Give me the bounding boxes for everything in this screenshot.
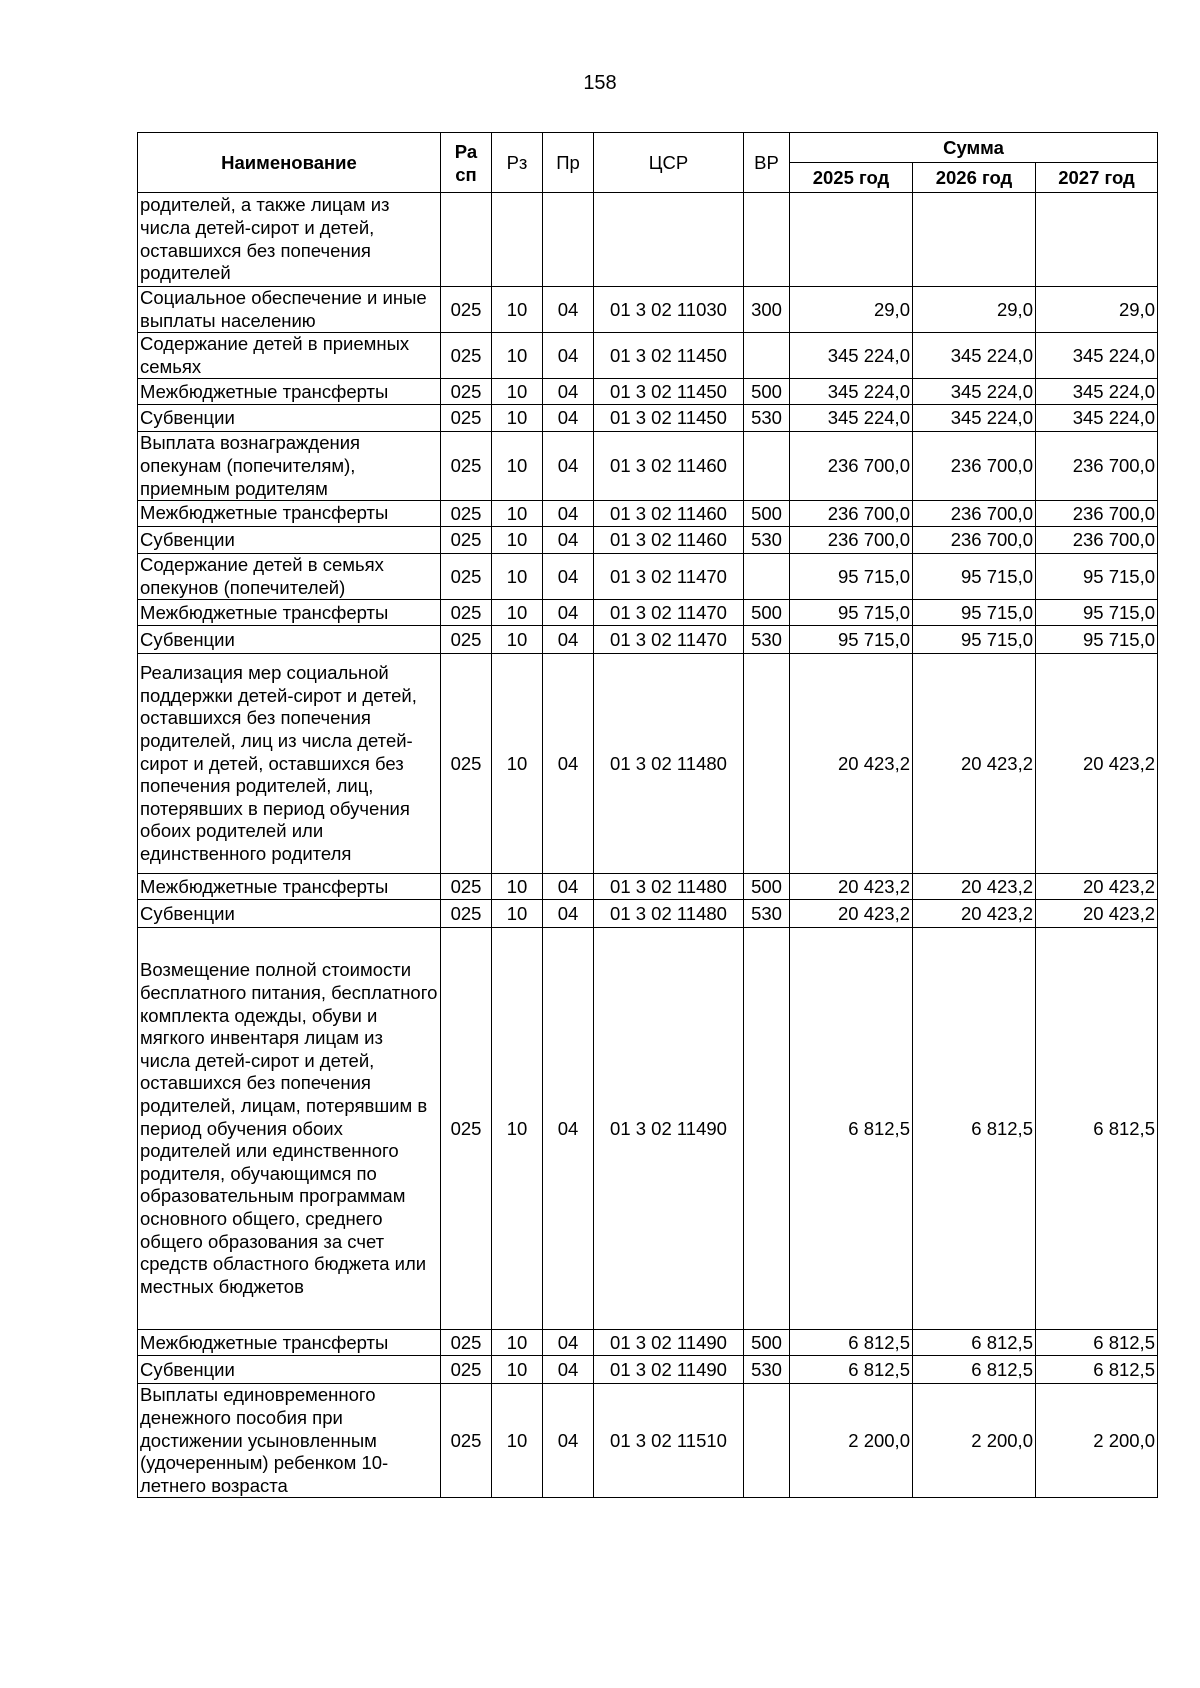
cell-rz: 10	[492, 287, 543, 333]
cell-vr	[744, 654, 790, 874]
cell-sum-2025: 345 224,0	[790, 333, 913, 379]
header-rasp: Ра сп	[441, 133, 492, 193]
cell-rz	[492, 193, 543, 287]
cell-rasp	[441, 193, 492, 287]
table-row	[138, 432, 1158, 501]
cell-csr: 01 3 02 11450	[594, 405, 744, 432]
cell-rasp: 025	[441, 527, 492, 554]
cell-vr: 530	[744, 405, 790, 432]
cell-vr: 500	[744, 379, 790, 405]
cell-pr: 04	[543, 501, 594, 527]
cell-sum-2027: 2 200,0	[1036, 1384, 1158, 1498]
cell-sum-2027: 20 423,2	[1036, 874, 1158, 900]
table-row	[138, 527, 1158, 554]
cell-sum-2027: 345 224,0	[1036, 333, 1158, 379]
cell-rasp: 025	[441, 333, 492, 379]
cell-sum-2026: 6 812,5	[913, 928, 1036, 1330]
cell-vr	[744, 193, 790, 287]
cell-sum-2025: 95 715,0	[790, 626, 913, 654]
cell-pr: 04	[543, 1356, 594, 1384]
cell-vr: 530	[744, 527, 790, 554]
cell-sum-2026: 20 423,2	[913, 900, 1036, 928]
cell-pr: 04	[543, 1384, 594, 1498]
cell-sum-2025: 236 700,0	[790, 527, 913, 554]
cell-name: Содержание детей в приемных семьях	[138, 333, 441, 379]
cell-vr: 500	[744, 1330, 790, 1356]
cell-name: Межбюджетные трансферты	[138, 874, 441, 900]
cell-rasp: 025	[441, 1330, 492, 1356]
cell-csr: 01 3 02 11450	[594, 333, 744, 379]
page-number: 158	[583, 72, 617, 94]
cell-rasp: 025	[441, 654, 492, 874]
cell-vr: 500	[744, 874, 790, 900]
header-sum: Сумма	[790, 133, 1158, 163]
cell-sum-2025: 95 715,0	[790, 554, 913, 600]
cell-pr: 04	[543, 405, 594, 432]
cell-sum-2025: 20 423,2	[790, 654, 913, 874]
cell-sum-2027: 95 715,0	[1036, 600, 1158, 626]
cell-csr: 01 3 02 11480	[594, 654, 744, 874]
cell-rasp: 025	[441, 900, 492, 928]
cell-pr: 04	[543, 654, 594, 874]
cell-pr: 04	[543, 432, 594, 501]
cell-name: Содержание детей в семьях опекунов (попечителей)	[138, 554, 441, 600]
cell-pr: 04	[543, 874, 594, 900]
cell-csr: 01 3 02 11480	[594, 874, 744, 900]
cell-csr: 01 3 02 11030	[594, 287, 744, 333]
cell-pr: 04	[543, 379, 594, 405]
cell-csr: 01 3 02 11460	[594, 501, 744, 527]
table-row	[138, 654, 1158, 874]
cell-sum-2025: 345 224,0	[790, 379, 913, 405]
cell-sum-2027: 20 423,2	[1036, 654, 1158, 874]
cell-vr	[744, 432, 790, 501]
cell-rasp: 025	[441, 554, 492, 600]
cell-rz: 10	[492, 501, 543, 527]
cell-sum-2027: 29,0	[1036, 287, 1158, 333]
cell-vr: 500	[744, 501, 790, 527]
cell-sum-2025: 6 812,5	[790, 1356, 913, 1384]
cell-name: Субвенции	[138, 900, 441, 928]
cell-rasp: 025	[441, 432, 492, 501]
cell-sum-2026: 236 700,0	[913, 432, 1036, 501]
cell-csr: 01 3 02 11470	[594, 626, 744, 654]
cell-pr	[543, 193, 594, 287]
cell-sum-2025: 29,0	[790, 287, 913, 333]
cell-vr	[744, 1384, 790, 1498]
header-row-top	[138, 133, 1158, 163]
cell-pr: 04	[543, 928, 594, 1330]
budget-table	[137, 132, 1158, 1498]
cell-sum-2025: 6 812,5	[790, 928, 913, 1330]
table-row	[138, 405, 1158, 432]
table-body	[138, 193, 1158, 1498]
cell-sum-2027: 236 700,0	[1036, 501, 1158, 527]
table-row	[138, 554, 1158, 600]
cell-csr: 01 3 02 11510	[594, 1384, 744, 1498]
cell-sum-2026: 6 812,5	[913, 1330, 1036, 1356]
cell-rz: 10	[492, 1330, 543, 1356]
cell-csr: 01 3 02 11480	[594, 900, 744, 928]
cell-rz: 10	[492, 527, 543, 554]
cell-pr: 04	[543, 600, 594, 626]
cell-rasp: 025	[441, 1356, 492, 1384]
cell-vr	[744, 928, 790, 1330]
cell-sum-2026: 236 700,0	[913, 501, 1036, 527]
table-row	[138, 1330, 1158, 1356]
cell-sum-2026: 345 224,0	[913, 379, 1036, 405]
cell-sum-2026: 29,0	[913, 287, 1036, 333]
cell-rz: 10	[492, 874, 543, 900]
cell-sum-2026: 20 423,2	[913, 874, 1036, 900]
cell-name: Межбюджетные трансферты	[138, 379, 441, 405]
cell-sum-2026	[913, 193, 1036, 287]
cell-sum-2027: 95 715,0	[1036, 554, 1158, 600]
cell-sum-2026: 345 224,0	[913, 405, 1036, 432]
cell-rasp: 025	[441, 1384, 492, 1498]
cell-rasp: 025	[441, 600, 492, 626]
cell-name: Межбюджетные трансферты	[138, 600, 441, 626]
cell-pr: 04	[543, 527, 594, 554]
cell-csr	[594, 193, 744, 287]
cell-rasp: 025	[441, 928, 492, 1330]
header-name: Наименование	[138, 133, 441, 193]
cell-rz: 10	[492, 600, 543, 626]
cell-sum-2027: 345 224,0	[1036, 405, 1158, 432]
cell-csr: 01 3 02 11450	[594, 379, 744, 405]
cell-csr: 01 3 02 11470	[594, 600, 744, 626]
cell-rz: 10	[492, 1356, 543, 1384]
cell-sum-2025: 2 200,0	[790, 1384, 913, 1498]
cell-name: Реализация мер социальной поддержки детей-сирот и детей, оставшихся без попечения родителей, лиц из числа детей-сирот и детей, оставшихся без попечения родителей, лиц, потерявших в период обучения обоих родителей или единственного родителя	[138, 654, 441, 874]
cell-rz: 10	[492, 432, 543, 501]
header-year-2026: 2026 год	[913, 163, 1036, 193]
cell-csr: 01 3 02 11490	[594, 1356, 744, 1384]
cell-sum-2026: 236 700,0	[913, 527, 1036, 554]
table-row	[138, 874, 1158, 900]
cell-rz: 10	[492, 1384, 543, 1498]
table-row	[138, 287, 1158, 333]
cell-rz: 10	[492, 554, 543, 600]
table-row	[138, 900, 1158, 928]
cell-sum-2025: 20 423,2	[790, 900, 913, 928]
cell-vr: 300	[744, 287, 790, 333]
cell-rasp: 025	[441, 626, 492, 654]
cell-rz: 10	[492, 405, 543, 432]
table-row	[138, 600, 1158, 626]
cell-sum-2027: 95 715,0	[1036, 626, 1158, 654]
table-row	[138, 1384, 1158, 1498]
table-row	[138, 928, 1158, 1330]
cell-sum-2026: 95 715,0	[913, 554, 1036, 600]
cell-sum-2025: 236 700,0	[790, 432, 913, 501]
cell-rz: 10	[492, 928, 543, 1330]
table-row	[138, 333, 1158, 379]
cell-vr: 530	[744, 900, 790, 928]
cell-sum-2026: 2 200,0	[913, 1384, 1036, 1498]
cell-rasp: 025	[441, 379, 492, 405]
cell-sum-2025: 20 423,2	[790, 874, 913, 900]
cell-pr: 04	[543, 1330, 594, 1356]
cell-sum-2026: 6 812,5	[913, 1356, 1036, 1384]
cell-sum-2027: 6 812,5	[1036, 1356, 1158, 1384]
cell-sum-2027: 236 700,0	[1036, 527, 1158, 554]
cell-sum-2025: 6 812,5	[790, 1330, 913, 1356]
table-row	[138, 626, 1158, 654]
table-row	[138, 379, 1158, 405]
cell-vr	[744, 333, 790, 379]
cell-name: Субвенции	[138, 1356, 441, 1384]
cell-name: Выплата вознаграждения опекунам (попечителям), приемным родителям	[138, 432, 441, 501]
table-row	[138, 193, 1158, 287]
cell-name: Субвенции	[138, 626, 441, 654]
cell-name: Межбюджетные трансферты	[138, 501, 441, 527]
cell-sum-2027: 6 812,5	[1036, 1330, 1158, 1356]
cell-vr	[744, 554, 790, 600]
cell-sum-2027	[1036, 193, 1158, 287]
cell-csr: 01 3 02 11490	[594, 928, 744, 1330]
cell-vr: 530	[744, 1356, 790, 1384]
cell-sum-2025: 95 715,0	[790, 600, 913, 626]
cell-name: Возмещение полной стоимости бесплатного питания, бесплатного комплекта одежды, обуви и мягкого инвентаря лицам из числа детей-сирот и детей, оставшихся без попечения родителей, лицам, потерявшим в период обучения обоих родителей или единственного родителя, обучающимся по образовательным программам основного общего, среднего общего образования за счет средств областного бюджета или местных бюджетов	[138, 928, 441, 1330]
header-csr: ЦСР	[594, 133, 744, 193]
cell-csr: 01 3 02 11470	[594, 554, 744, 600]
cell-sum-2027: 20 423,2	[1036, 900, 1158, 928]
cell-sum-2025: 236 700,0	[790, 501, 913, 527]
cell-name: Субвенции	[138, 527, 441, 554]
cell-rz: 10	[492, 654, 543, 874]
cell-sum-2025: 345 224,0	[790, 405, 913, 432]
cell-name: Межбюджетные трансферты	[138, 1330, 441, 1356]
cell-sum-2027: 6 812,5	[1036, 928, 1158, 1330]
cell-csr: 01 3 02 11460	[594, 432, 744, 501]
cell-name: Социальное обеспечение и иные выплаты населению	[138, 287, 441, 333]
cell-sum-2027: 345 224,0	[1036, 379, 1158, 405]
cell-rz: 10	[492, 900, 543, 928]
cell-sum-2026: 95 715,0	[913, 626, 1036, 654]
header-rz: Рз	[492, 133, 543, 193]
cell-pr: 04	[543, 626, 594, 654]
cell-sum-2027: 236 700,0	[1036, 432, 1158, 501]
header-vr: ВР	[744, 133, 790, 193]
cell-name: родителей, а также лицам из числа детей-сирот и детей, оставшихся без попечения родителей	[138, 193, 441, 287]
cell-sum-2025	[790, 193, 913, 287]
header-year-2025: 2025 год	[790, 163, 913, 193]
cell-sum-2026: 345 224,0	[913, 333, 1036, 379]
header-year-2027: 2027 год	[1036, 163, 1158, 193]
table-row	[138, 1356, 1158, 1384]
cell-pr: 04	[543, 554, 594, 600]
cell-rasp: 025	[441, 287, 492, 333]
cell-pr: 04	[543, 333, 594, 379]
cell-name: Выплаты единовременного денежного пособия при достижении усыновленным (удочеренным) ребенком 10-летнего возраста	[138, 1384, 441, 1498]
cell-pr: 04	[543, 287, 594, 333]
cell-sum-2026: 95 715,0	[913, 600, 1036, 626]
cell-rasp: 025	[441, 405, 492, 432]
cell-rz: 10	[492, 379, 543, 405]
cell-vr: 530	[744, 626, 790, 654]
cell-csr: 01 3 02 11460	[594, 527, 744, 554]
cell-csr: 01 3 02 11490	[594, 1330, 744, 1356]
cell-pr: 04	[543, 900, 594, 928]
cell-vr: 500	[744, 600, 790, 626]
cell-rasp: 025	[441, 501, 492, 527]
cell-name: Субвенции	[138, 405, 441, 432]
cell-sum-2026: 20 423,2	[913, 654, 1036, 874]
cell-rasp: 025	[441, 874, 492, 900]
header-pr: Пр	[543, 133, 594, 193]
cell-rz: 10	[492, 626, 543, 654]
table-row	[138, 501, 1158, 527]
cell-rz: 10	[492, 333, 543, 379]
